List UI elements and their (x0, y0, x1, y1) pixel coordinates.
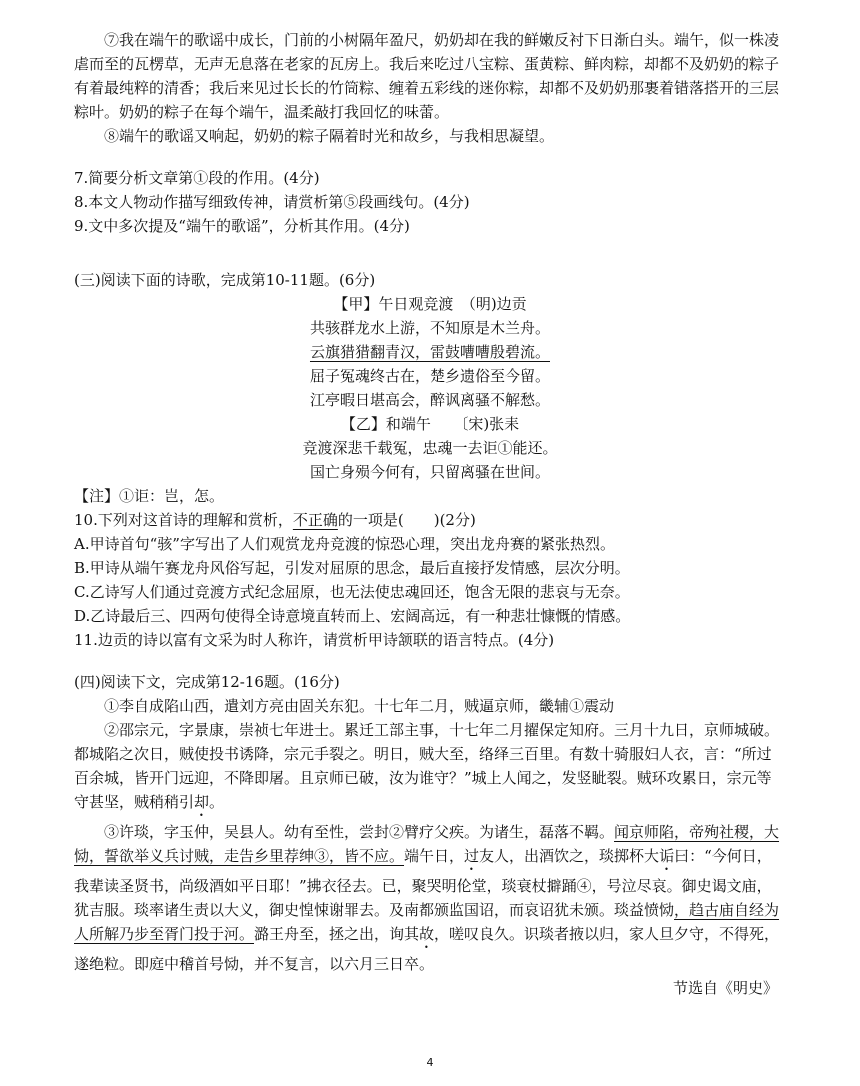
question-11: 11.边贡的诗以富有文采为时人称许，请赏析甲诗颔联的语言特点。(4分) (74, 631, 555, 649)
dotted-word: 故 (419, 925, 435, 943)
passage-text: 曰：“今何日，我辈读圣贤书，尚级酒如平日耶！”拂衣径去。已，聚哭明伦堂，琰衰杖擗踊④，号泣尽哀。御史谒文庙，犹吉服。琰率诸生责以大义，御史惶悚谢罪去。及南都颁监国诏，而哀诏犹未颁。琰益愤恸 (74, 847, 772, 919)
document-page (74, 28, 786, 1000)
question-7: 7.简要分析文章第①段的作用。(4分) (74, 169, 320, 187)
poem-a-line: 江亭暇日堪高会，醉讽离骚不解愁。 (309, 391, 550, 409)
passage-text: ，嗟叹良久。识琰者掖以归，家人旦夕守，不得死，遂绝粒。即庭中稽首号恸，并不复言，以六月三日卒。 (74, 925, 780, 973)
underlined-sentence-2: ，趋古庙自经为人所解乃步至胥门投于河。 (74, 901, 780, 943)
page-number: 4 (426, 1056, 434, 1069)
option-c: C.乙诗写人们通过竞渡方式纪念屈原，也无法使忠魂回还，饱含无限的悲哀与无奈。 (74, 583, 630, 601)
passage-text: 潞王舟至，拯之出，询其 (254, 925, 420, 943)
poem-a-title: 【甲】午日观竞渡 （明)边贡 (333, 295, 527, 313)
poem-note: 【注】①讵：岂，怎。 (74, 487, 225, 505)
underlined-text: 云旗猎猎翻青汉，雷鼓嘈嘈殷碧流。 (309, 343, 550, 361)
passage-text: ③许琰，字玉仲，吴县人。幼有至性，尝封②臂疗父疾。为诸生，磊落不羁。 (104, 823, 615, 841)
question-10-text: 10.下列对这首诗的理解和赏析， (74, 511, 293, 529)
section-3-heading: (三)阅读下面的诗歌，完成第10-11题。(6分) (74, 271, 376, 289)
passage-text: 友人，出酒饮之，琰掷杯大 (479, 847, 660, 865)
dotted-word: 却 (194, 793, 210, 811)
poem-a-line-underlined (74, 340, 786, 364)
section-4-heading: (四)阅读下文，完成第12-16题。(16分) (74, 673, 340, 691)
poem-b-line: 国亡身殒今何有，只留离骚在世间。 (309, 463, 550, 481)
poem-b (74, 412, 786, 484)
question-10-text: 的一项是( )(2分) (337, 511, 476, 529)
passage-paragraph-2 (74, 718, 786, 820)
option-b: B.甲诗从端午赛龙舟风俗写起，引发对屈原的思念，最后直接抒发情感，层次分明。 (74, 559, 630, 577)
option-d: D.乙诗最后三、四两句使得全诗意境直转而上、宏阔高远，有一种悲壮慷慨的情感。 (74, 607, 631, 625)
passage-paragraph-3 (74, 820, 786, 976)
dotted-word: 过 (464, 847, 480, 865)
option-a: A.甲诗首句“骇”字写出了人们观赏龙舟竞渡的惊恐心理，突出龙舟赛的紧张热烈。 (74, 535, 615, 553)
poem-a-line: 共骇群龙水上游，不知原是木兰舟。 (309, 319, 550, 337)
paragraph-8: ⑧端午的歌谣又响起，奶奶的粽子隔着时光和故乡，与我相思凝望。 (104, 127, 555, 145)
spacer (74, 652, 786, 670)
passage-text: 。 (209, 793, 225, 811)
dotted-word: 诟 (659, 847, 675, 865)
poem-b-title: 【乙】和端午 〔宋)张耒 (340, 415, 520, 433)
source-citation: 节选自《明史》 (672, 979, 778, 997)
underlined-sentence-1: 闻京师陷，帝殉社稷，大恸，誓欲举义兵讨贼，走告乡里荐绅③，皆不应。 (74, 823, 780, 865)
poem-a (74, 292, 786, 412)
poem-b-line: 竞渡深悲千载冤，忠魂一去讵①能还。 (302, 439, 558, 457)
question-10 (74, 508, 786, 532)
paragraph-7: ⑦我在端午的歌谣中成长，门前的小树隔年盈尺，奶奶却在我的鲜嫩反衬下日渐白头。端午，似一株凌虐而至的瓦楞草，无声无息落在老家的瓦房上。我后来吃过八宝粽、蛋黄粽、鲜肉粽，却都不及奶奶的粽子有着最纯粹的清香；我后来见过长长的竹筒粽、缠着五彩线的迷你粽，却都不及奶奶那裹着错落搭开的三层粽叶。奶奶的粽子在每个端午，温柔敲打我回忆的味蕾。 (74, 31, 780, 121)
question-9: 9.文中多次提及“端午的歌谣”，分析其作用。(4分) (74, 217, 410, 235)
spacer (74, 238, 786, 268)
passage-text: ②邵宗元，字景康，崇祯七年进士。累迁工部主事，十七年二月擢保定知府。三月十九日，京师城破。都城陷之次日，贼使投书诱降，宗元手裂之。明日，贼大至，络绎三百里。有数十骑服妇人衣，言：“所过百余城，皆开门远迎，不降即屠。且京师已破，汝为谁守？”城上人闻之，发竖眦裂。贼环攻累日，宗元等守甚坚，贼稍稍引 (74, 721, 780, 811)
passage-paragraph-1: ①李自成陷山西，遣刘方亮由固关东犯。十七年二月，贼逼京师，畿辅①震动 (104, 697, 615, 715)
emphasis-not-correct: 不正确 (292, 511, 338, 529)
passage-text: 端午日， (404, 847, 465, 865)
question-8: 8.本文人物动作描写细致传神，请赏析第⑤段画线句。(4分) (74, 193, 470, 211)
poem-a-line: 屈子冤魂终古在，楚乡遗俗至今留。 (309, 367, 550, 385)
spacer (74, 148, 786, 166)
